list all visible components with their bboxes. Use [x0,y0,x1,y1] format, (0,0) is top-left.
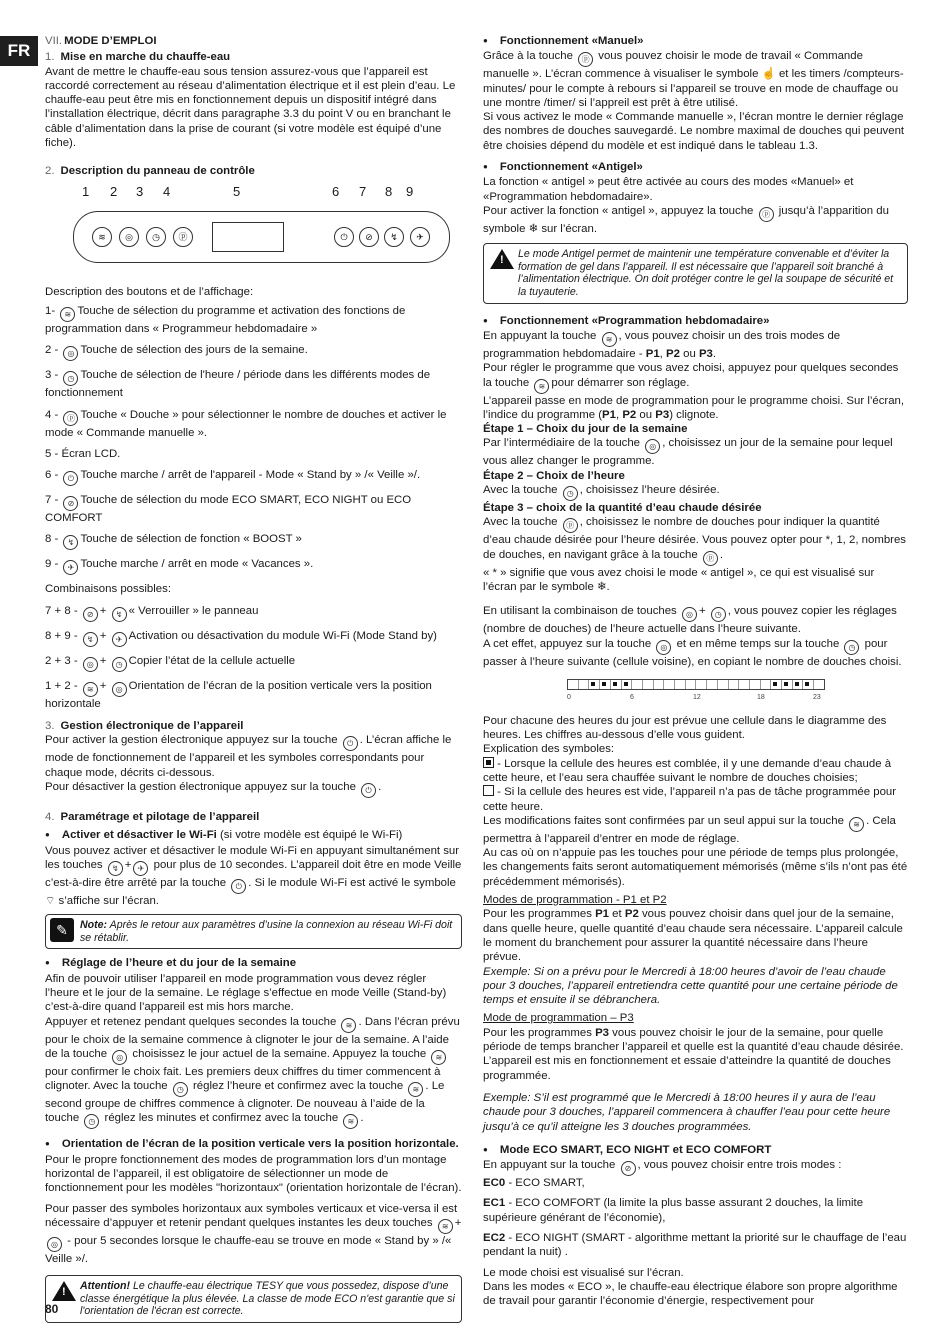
panel-number: 6 [332,183,340,199]
hand-icon: ☝ [761,68,776,81]
day-icon: ◎ [47,1237,62,1252]
power-icon: ⏻ [361,783,376,798]
timeline-cell [750,680,761,689]
timeline-cell [632,680,643,689]
s3-text-off: Pour désactiver la gestion électronique appuyez sur la touche ⏻ . [45,780,462,798]
clock-icon: ◷ [84,1114,99,1129]
eco-text-4: Dans les modes « ECO », le chauffe-eau électrique élabore son propre algorithme de travail pour garantir l’économie d’énergie, respectivement pour [483,1280,898,1308]
control-panel-diagram [65,185,455,275]
shower-button-icon: ⓟ [173,227,193,247]
desc-item: 4 - ⓟ Touche « Douche » pour sélectionner le nombre de douches et activer le mode « Commande manuelle ». [45,408,447,439]
shower-icon: ⓟ [703,551,718,566]
empty-cell-icon [483,785,494,796]
timeline-cell [622,680,633,689]
timeline-cell [686,680,697,689]
clock-text-2: Appuyer et retenez pendant quelques secondes la touche ≋ . Dans l’écran prévu pour le choix de la semaine commence à clignoter le jour de la semaine. A l’aide de la touche ◎ choisissez le jour actuel de la semaine. Appuyez la touche ≋ pour confirmer le choix fait. Les premiers deux chiffres du timer commencent à clignoter. Avec la touche ◷ réglez l’heure et confirmez avec la touche ≋ . Le second groupe de chiffres commence à clignoter. De nouveau à l’aide de la touche ◷ réglez les minutes et confirmez avec la touche ≋ . [45,1015,462,1130]
modes-p1p2-heading: Modes de programmation - P1 et P2 [483,894,667,907]
clock-icon: ◷ [844,640,859,655]
copy-text-1: En utilisant la combinaison de touches ◎ + ◷ , vous pouvez copier les réglages (nombre de douches) de l’heure actuelle dans l’heure suivante. [483,605,897,636]
timeline-cell [696,680,707,689]
desc-item: 8 - ↯ Touche de sélection de fonction « BOOST » [45,532,462,550]
vacation-icon: ✈ [133,861,148,876]
desc-item: 2 - ◎ Touche de sélection des jours de la semaine. [45,343,462,361]
combos-title: Combinaisons possibles: [45,583,171,596]
antigel-warning: ! Le mode Antigel permet de maintenir une température convenable et d’éviter la formation de gel dans l’appareil. Il est nécessaire que l’appareil soit branché à l’alimentation électrique. On doit protéger contre le gel la soupape de sécurité et la tuyauterie. [483,243,908,303]
step2-text: Avec la touche ◷ , choisissez l’heure désirée. [483,483,908,501]
right-column [483,34,908,1308]
timeline-cell [814,680,824,689]
timeline-labels [567,690,825,700]
day-icon: ◎ [83,657,98,672]
p3-text: Pour les programmes P3 vous pouvez choisir le jour de la semaine, pour quelle période de temps brancher l’appareil et quelle est la quantité d’eau chaude désirée. L’appareil est mis en fonctionnement et essaie d’atteindre la quantité de douches programmée. [483,1026,904,1082]
confirm-text: Les modifications faites sont confirmées par un seul appui sur la touche ≋ . Cela permettra à l’appareil d’entrer en mode de réglage. [483,814,896,845]
button-descriptions [45,285,462,711]
day-icon: ◎ [112,1050,127,1065]
day-icon: ◎ [112,682,127,697]
section-7-heading: VII. MODE D’EMPLOI [45,35,157,47]
wifi-text: Vous pouvez activer et désactiver le module Wi-Fi en appuyant simultanément sur les touches ↯ + ✈ pour plus de 10 secondes. L’appareil doit être en mode Veille c’est-à-dire être arrêté par la touche ⏻ . Si le module Wi-Fi est activé le symbole ⌔ s’affiche sur l’écran. [45,844,462,907]
mode-p3-heading: Mode de programmation – P3 [483,1012,634,1025]
program-icon: ≋ [602,332,617,347]
filled-cell-icon [483,757,494,768]
warning-icon [490,249,514,269]
panel-number: 1 [82,183,90,199]
eco-text-3: Le mode choisi est visualisé sur l’écran. [483,1266,684,1279]
eco-ec1: EC1 - ECO COMFORT (la limite la plus basse assurant 2 douches, la limite supérieure générant de l’économie), [483,1197,864,1224]
timeline-label: 0 [567,693,571,701]
copy-text-2: A cet effet, appuyez sur la touche ◎ et en même temps sur la touche ◷ pour passer à l’heure suivante (cellule voisine), en copiant le nombre de douches choisi. [483,637,902,668]
s1-heading: 1. Mise en marche du chauffe-eau [45,51,231,64]
shower-icon: ⓟ [578,52,593,67]
clock-icon: ◷ [563,486,578,501]
symbol-empty: - Si la cellule des heures est vide, l’appareil n’a pas de tâche programmée pour cette heure. [483,786,897,813]
orient-text-1: Pour le propre fonctionnement des modes de programmation lors d’un montage horizontal de l’appareil, il est obligatoire de sélectionner un mode de fonctionnement pour les modèles "horizontaux" (orientation horizontale de l’écran). [45,1153,462,1195]
wifi-heading: ● Activer et désactiver le Wi-Fi (si votre modèle est équipé le Wi-Fi) [45,828,462,843]
vacation-icon: ✈ [63,560,78,575]
timeline-cell [654,680,665,689]
orient-heading: ● Orientation de l’écran de la position verticale vers la position horizontale. [45,1137,462,1152]
combo-item: 2 + 3 - ◎ + ◷ Copier l’état de la cellule actuelle [45,654,462,672]
desc-item: 3 - ◷ Touche de sélection de l'heure / période dans les différents modes de fonctionnement [45,369,431,400]
prog-heading: ● Fonctionnement «Programmation hebdomadaire» [483,314,908,329]
confirm-text-2: Au cas où on n’appuie pas les touches pour une période de temps plus prolongée, les changements faits seront automatiquement mémorisés (même s’ils n’ont pas été précédemment mémorisés). [483,847,908,888]
eco-icon: ⊘ [621,1161,636,1176]
eco-icon: ⊘ [83,607,98,622]
example-1: Exemple: Si on a prévu pour le Mercredi à 18:00 heures d’avoir de l’eau chaude pour 3 douches, l’appareil entretiendra cette quantité pour une certaine période de temps et ensuite il se débranchera. [483,965,898,1007]
vacation-icon: ✈ [112,632,127,647]
power-icon: ⏻ [63,471,78,486]
program-icon: ≋ [343,1114,358,1129]
language-tab: FR [0,36,38,66]
day-icon: ◎ [645,439,660,454]
step3-heading: Étape 3 – choix de la quantité d’eau chaude désirée [483,502,762,515]
combo-item: 7 + 8 - ⊘ + ↯ « Verrouiller » le panneau [45,604,462,622]
panel-body [73,211,450,263]
boost-button-icon: ↯ [384,227,404,247]
timeline-cell [568,680,579,689]
eco-button-icon: ⊘ [359,227,379,247]
s3-heading: 3. Gestion électronique de l’appareil [45,720,244,733]
power-icon: ⏻ [343,736,358,751]
manuel-text: Grâce à la touche ⓟ vous pouvez choisir le mode de travail « Commande manuelle ». L’écran commence à visualiser le symbole ☝ et les timers /compteurs-minutes/ pour le compte à rebours si l’appareil se trouve en mode de chauffage ou une montre /timer/ si l’appreil est prêt à être utilisé. [483,50,904,109]
timeline-label: 23 [813,693,821,701]
page-number: 80 [45,1302,59,1316]
shower-icon: ⓟ [63,411,78,426]
eco-ec2: EC2 - ECO NIGHT (SMART - algorithme mettant la priorité sur le chauffage de l’eau pendant la nuit) . [483,1232,907,1259]
step3-text-2: « * » signifie que vous avez choisi le mode « antigel », ce qui est visualisé sur l’écran par le symbole ❄. [483,566,875,593]
combo-item: 1 + 2 - ≋ + ◎ Orientation de l’écran de la position verticale vers la position horizontale [45,679,432,710]
panel-number: 7 [359,183,367,199]
panel-number: 8 [385,183,393,199]
warning-icon [52,1281,76,1301]
timeline-cell [707,680,718,689]
wifi-note: ✎ Note: Après le retour aux paramètres d’usine la connexion au réseau Wi-Fi doit se rétablir. [45,914,462,949]
timeline-cell [600,680,611,689]
example-2: Exemple: S’il est programmé que le Mercredi à 18:00 heures il y aura de l’eau chaude pour 3 douches, l’appareil commencera à chauffer l’eau pour cette heure jusqu’à ce qu’il atteigne les 3 douches programmées. [483,1091,891,1133]
program-icon: ≋ [408,1082,423,1097]
left-column [45,34,462,1329]
vacation-button-icon: ✈ [410,227,430,247]
s3-text: Pour activer la gestion électronique appuyez sur la touche ⏻ . L’écran affiche le mode de fonctionnement de l’appareil et les symboles correspondants pour chaque mode, décrits ci-dessous. [45,734,452,779]
timeline-label: 18 [757,693,765,701]
timeline-cell [739,680,750,689]
desc-item: 1- ≋ Touche de sélection du programme et activation des fonctions de programmation dans « Programmeur hebdomadaire » [45,304,406,335]
program-button-icon: ≋ [92,227,112,247]
boost-icon: ↯ [108,861,123,876]
clock-text-1: Afin de pouvoir utiliser l’appareil en mode programmation vous devez régler l’heure et le jour de la semaine. Le réglage s’effectue en mode Veille (Stand-by) c’est-à-dire quand l’appareil est mis hors marche. [45,972,447,1014]
timeline-cell [611,680,622,689]
desc-item: 5 - Écran LCD. [45,447,121,460]
clock-heading: ● Réglage de l’heure et du jour de la semaine [45,956,462,971]
clock-icon: ◷ [173,1082,188,1097]
s4-heading: 4. Paramétrage et pilotage de l’appareil [45,810,260,823]
wifi-icon: ⌔ [45,894,56,907]
step3-text: Avec la touche ⓟ , choisissez le nombre de douches pour indiquer la quantité d’eau chaude désirée pour l’heure désirée. Vous pouvez opter pour *, 1, 2, nombres de douches, en navigant grâce à la touche ⓟ . [483,515,908,565]
after-text-1: Pour chacune des heures du jour est prévue une cellule dans le diagramme des heures. Les chiffres au-dessous d’elle vous guident. [483,714,887,742]
day-icon: ◎ [656,640,671,655]
manuel-heading: ● Fonctionnement «Manuel» [483,34,908,49]
day-icon: ◎ [682,607,697,622]
timeline-cell [771,680,782,689]
step2-heading: Étape 2 – Choix de l’heure [483,469,625,482]
timeline-label: 6 [630,693,634,701]
s1-text: Avant de mettre le chauffe-eau sous tension assurez-vous que l’appareil est raccordé correctement au réseau d’alimentation électrique et il est plein d’eau. Le chauffe-eau peut être mis en fonctionnement depuis un dispositif intégré dans l’installation électrique, décrit dans paragraphe 3.3 du point V ou en branchant le câble d’alimentation dans la prise de courant (si votre modèle est équipé d’une fiche). [45,65,456,150]
clock-icon: ◷ [112,657,127,672]
snowflake-icon: ❄ [596,580,607,593]
boost-icon: ↯ [83,632,98,647]
desc-item: 9 - ✈ Touche marche / arrêt en mode « Vacances ». [45,557,462,575]
snowflake-icon: ❄ [528,222,539,235]
timeline-cell [782,680,793,689]
step1-heading: Étape 1 – Choix du jour de la semaine [483,423,688,436]
timeline-cell [589,680,600,689]
eco-heading: ● Mode ECO SMART, ECO NIGHT et ECO COMFORT [483,1143,908,1158]
shower-icon: ⓟ [759,207,774,222]
antigel-text-2: Pour activer la fonction « antigel », appuyez la touche ⓟ jusqu’à l’apparition du symbole ❄ sur l’écran. [483,204,889,235]
attention-note: ! Attention! Le chauffe-eau électrique TESY que vous possedez, dispose d’une classe énergétique la plus élevée. La classe de mode ECO n'est garantie que si l'orientation de l'écran est correcte. [45,1275,462,1323]
boost-icon: ↯ [112,607,127,622]
antigel-heading: ● Fonctionnement «Antigel» [483,160,908,175]
clock-icon: ◷ [63,371,78,386]
step1-text: Par l’intermédiaire de la touche ◎ , choisissez un jour de la semaine pour lequel vous allez changer le programme. [483,437,893,468]
prog-text-3: L’appareil passe en mode de programmation pour le programme choisi. Sur l’écran, l’indice du programme (P1, P2 ou P3) clignote. [483,394,905,421]
orient-text-2: Pour passer des symboles horizontaux aux symboles verticaux et vice-versa il est nécessaire d’appuyer et retenir pendant quelques instantes les deux touches ≋ +◎ - pour 5 secondes lorsque le chauffe-eau se trouve en mode « Stand by » /« Veille »/. [45,1202,462,1265]
s2-heading: 2. Description du panneau de contrôle [45,165,255,178]
lcd-screen [212,222,284,252]
power-button-icon: ⏻ [334,227,354,247]
manuel-text-2: Si vous activez le mode « Commande manuelle », l’écran montre le dernier réglage des nombres de douches sauvegardé. Le nombre maximal de douches qui peuvent être choisies dépend du modèle et est indiqué dans le tableau 1.3. [483,111,905,152]
program-icon: ≋ [341,1018,356,1033]
program-icon: ≋ [83,682,98,697]
desc-item: 6 - ⏻ Touche marche / arrêt de l'appareil - Mode « Stand by » /« Veille »/. [45,468,462,486]
timeline-cell [643,680,654,689]
timeline-cell [718,680,729,689]
program-icon: ≋ [431,1050,446,1065]
eco-ec0: EC0 - ECO SMART, [483,1177,585,1190]
symbol-filled: - Lorsque la cellule des heures est comblée, il y une demande d’eau chaude à cette heure, et l’eau sera chauffée suivant le nombre de douches choisies; [483,757,892,784]
prog-text-2: Pour régler le programme que vous avez choisi, appuyez pour quelques secondes la touche ≋ pour démarrer son réglage. [483,361,908,393]
clock-icon: ◷ [711,607,726,622]
timeline-cell [793,680,804,689]
desc-item: 7 - ⊘ Touche de sélection du mode ECO SMART, ECO NIGHT ou ECO COMFORT [45,494,412,525]
program-icon: ≋ [438,1219,453,1234]
program-icon: ≋ [534,379,549,394]
timeline-cell [675,680,686,689]
eco-text-1: En appuyant sur la touche ⊘ , vous pouvez choisir entre trois modes : [483,1158,908,1176]
power-icon: ⏻ [231,879,246,894]
timeline-label: 12 [693,693,701,701]
after-text-2: Explication des symboles: [483,743,615,756]
boost-icon: ↯ [63,535,78,550]
shower-icon: ⓟ [563,518,578,533]
panel-number: 3 [136,183,144,199]
timeline-cell [579,680,590,689]
combo-item: 8 + 9 - ↯ + ✈ Activation ou désactivation du module Wi-Fi (Mode Stand by) [45,629,462,647]
p1p2-text: Pour les programmes P1 et P2 vous pouvez choisir dans quel jour de la semaine, dans quelle heure, quelle quantité d’eau chaude sera nécessaire. L’appareil calcule le moment du branchement pour assurer la quantité nécessaire dans l’heure prévue. [483,908,903,964]
desc-title: Description des boutons et de l’affichage: [45,285,254,298]
panel-number: 9 [406,183,414,199]
timeline-cell [664,680,675,689]
prog-text-1: En appuyant la touche ≋ , vous pouvez choisir un des trois modes de programmation hebdomadaire - P1, P2 ou P3. [483,329,841,360]
pen-icon: ✎ [50,918,74,942]
eco-icon: ⊘ [63,496,78,511]
timeline-cell [729,680,740,689]
day-icon: ◎ [63,346,78,361]
hour-timeline [567,679,825,700]
panel-number: 2 [110,183,118,199]
program-icon: ≋ [849,817,864,832]
panel-numbers [65,185,455,201]
timeline-cells [567,679,825,690]
time-button-icon: ◷ [146,227,166,247]
panel-number: 4 [163,183,171,199]
program-icon: ≋ [60,307,75,322]
timeline-cell [761,680,772,689]
day-button-icon: ◎ [119,227,139,247]
panel-number: 5 [233,183,241,199]
timeline-cell [803,680,814,689]
antigel-text-1: La fonction « antigel » peut être activée au cours des modes «Manuel» et «Programmation hebdomadaire». [483,176,854,203]
